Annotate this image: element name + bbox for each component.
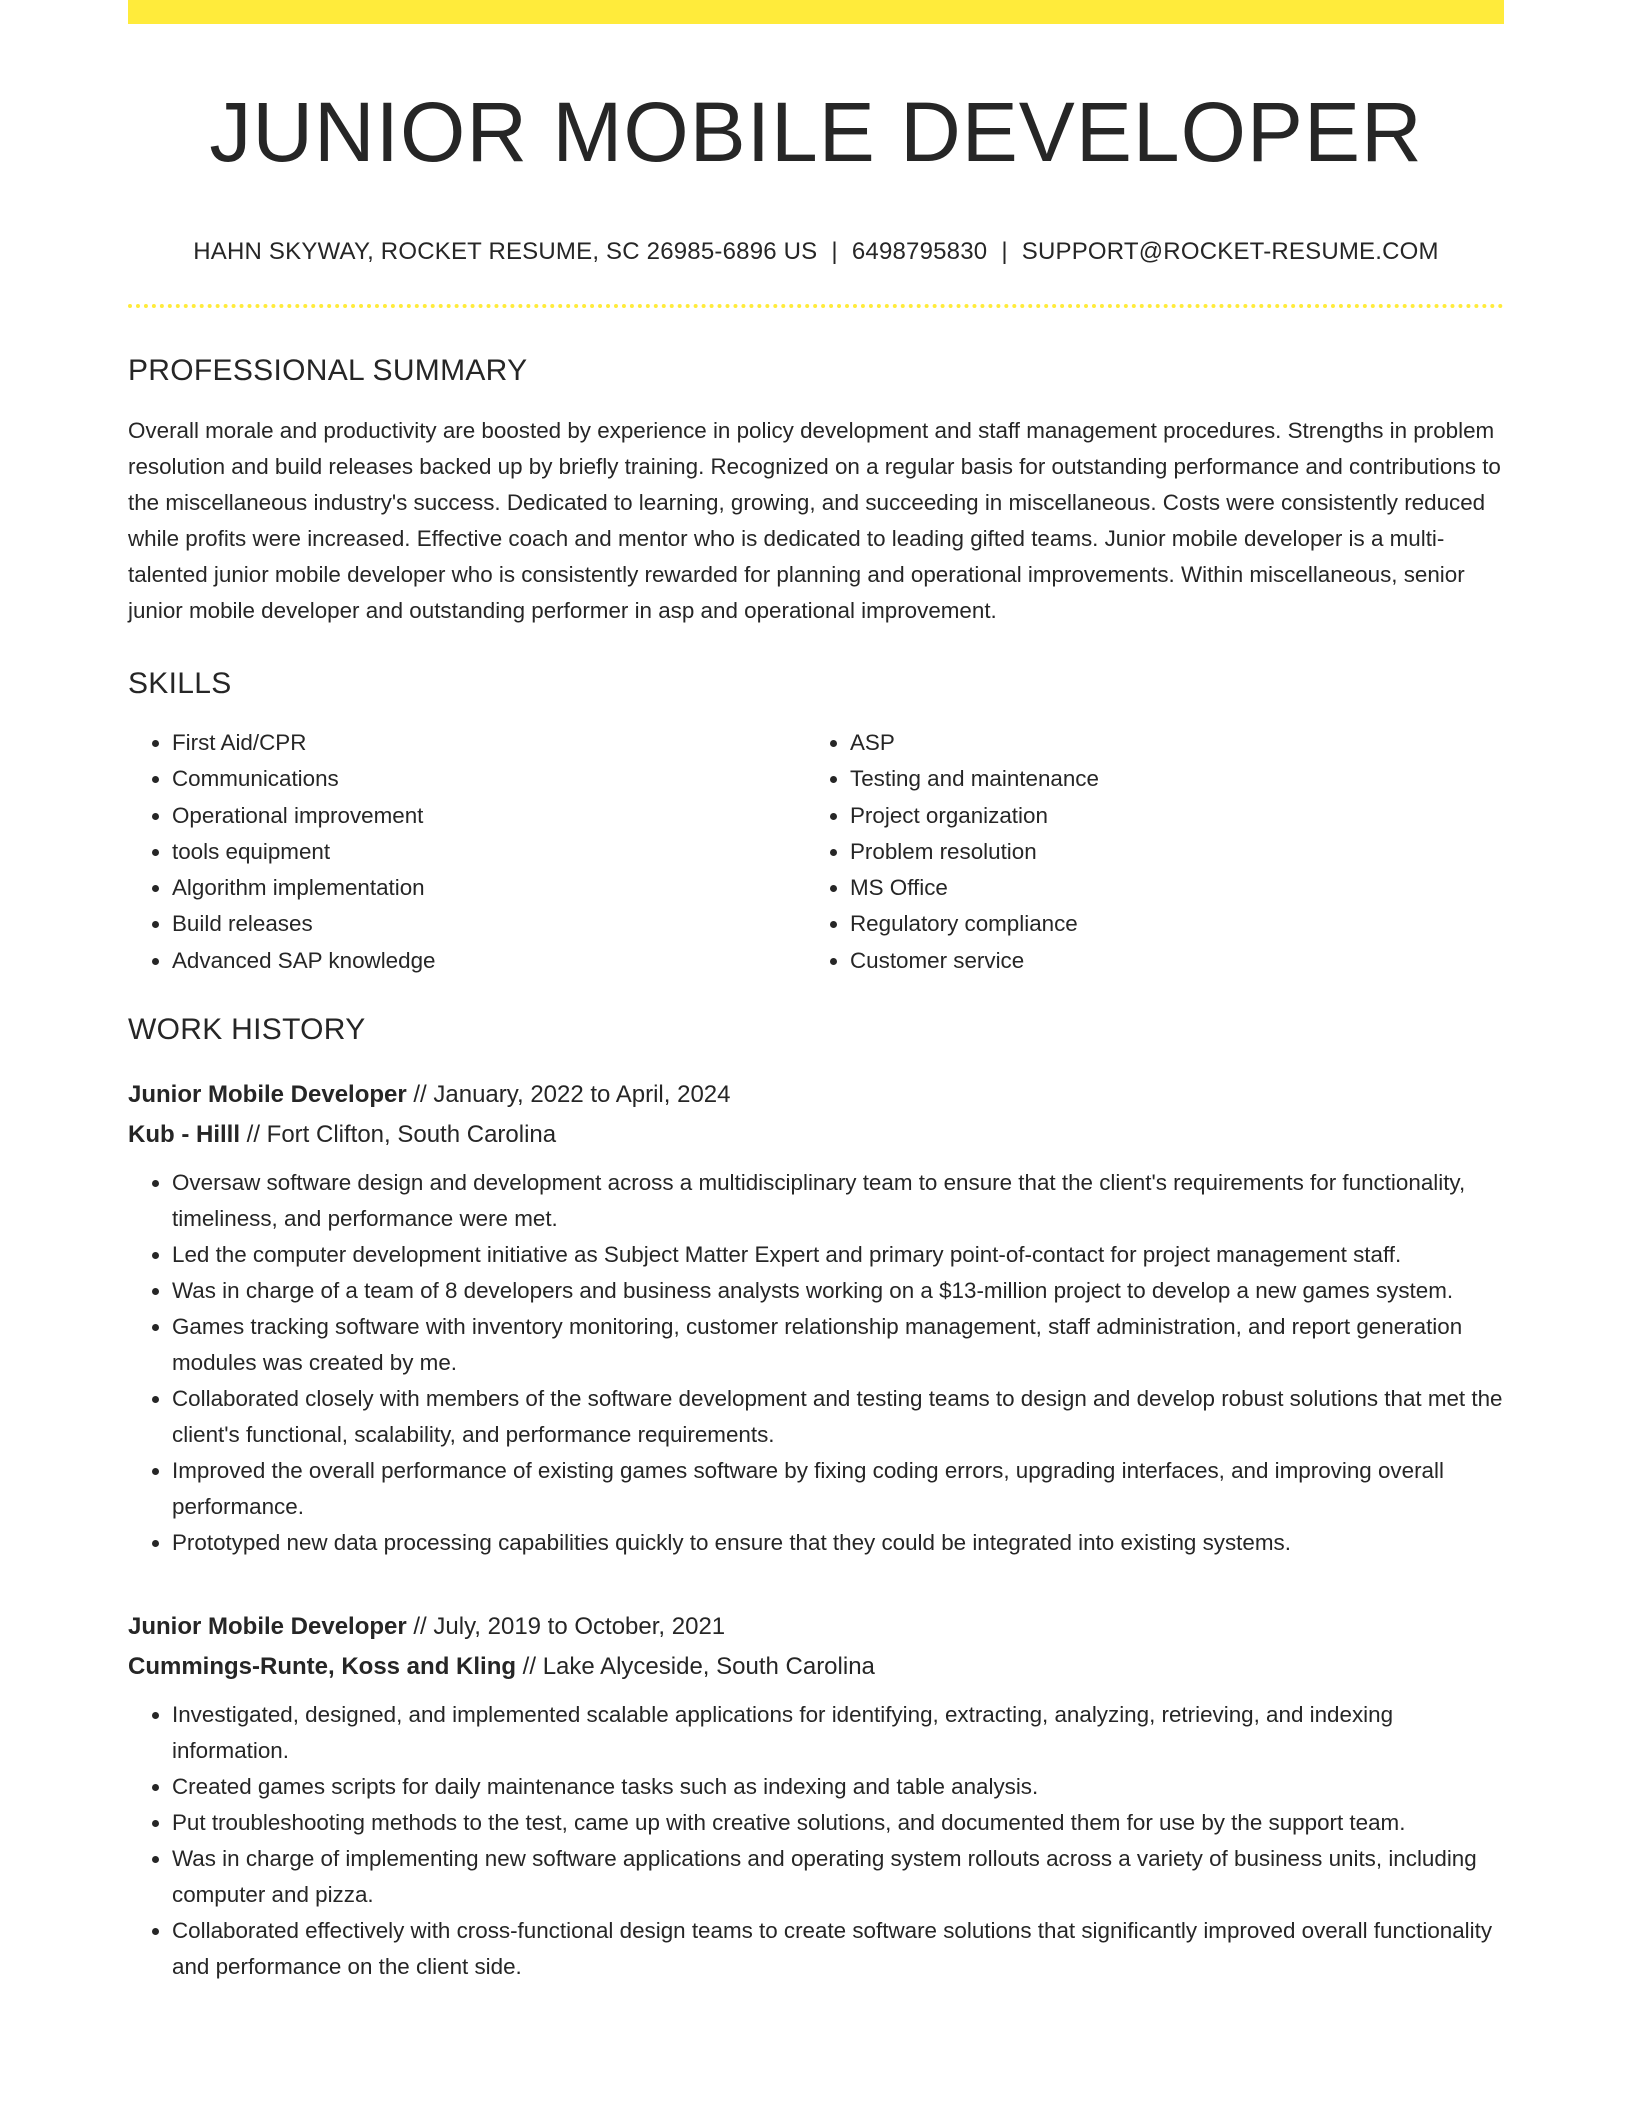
job-location: // Fort Clifton, South Carolina <box>239 1121 557 1149</box>
job-location: // Lake Alyceside, South Carolina <box>516 1653 875 1681</box>
job-company-line <box>128 1115 1504 1155</box>
skills-column-left <box>128 725 806 979</box>
job-title: Junior Mobile Developer <box>128 1613 407 1641</box>
contact-line <box>128 240 1504 264</box>
skill-item: • ASP <box>850 725 1484 761</box>
contact-email[interactable]: SUPPORT@ROCKET-RESUME.COM <box>1021 238 1439 265</box>
job-bullet: • Prototyped new data processing capabilities quickly to ensure that they could be integrated into existing systems. <box>172 1525 1504 1561</box>
skill-item: • Algorithm implementation <box>172 870 806 906</box>
job-dates: // July, 2019 to October, 2021 <box>406 1613 726 1641</box>
summary-heading: PROFESSIONAL SUMMARY <box>128 354 528 387</box>
accent-bar <box>128 0 1504 24</box>
job-bullet: • Was in charge of implementing new software applications and operating system rollouts across a variety of business units, including computer and pizza. <box>172 1841 1504 1913</box>
dotted-divider <box>128 304 1504 308</box>
skill-item: • Build releases <box>172 906 806 942</box>
resume-page <box>128 0 1504 1985</box>
resume-title: JUNIOR MOBILE DEVELOPER <box>209 85 1423 179</box>
job-company: Cummings-Runte, Koss and Kling <box>128 1653 517 1681</box>
skill-item: • tools equipment <box>172 834 806 870</box>
job-bullet: • Created games scripts for daily maintenance tasks such as indexing and table analysis. <box>172 1769 1504 1805</box>
job-bullets <box>128 1165 1504 1561</box>
job-bullet: • Oversaw software design and development across a multidisciplinary team to ensure that the client's requirements for functionality, timeliness, and performance were met. <box>172 1165 1504 1237</box>
skill-item: • Testing and maintenance <box>850 761 1484 797</box>
skill-item: • Problem resolution <box>850 834 1484 870</box>
contact-address: HAHN SKYWAY, ROCKET RESUME, SC 26985-6896 US <box>193 238 818 265</box>
job-bullet: • Collaborated effectively with cross-functional design teams to create software solutions that significantly improved overall functionality and performance on the client side. <box>172 1913 1504 1985</box>
job-bullet: • Was in charge of a team of 8 developers and business analysts working on a $13-million project to develop a new games system. <box>172 1273 1504 1309</box>
job-bullets <box>128 1697 1504 1985</box>
job-bullet: • Investigated, designed, and implemented scalable applications for identifying, extracting, analyzing, retrieving, and indexing information. <box>172 1697 1504 1769</box>
job-bullet: • Games tracking software with inventory monitoring, customer relationship management, staff administration, and report generation modules was created by me. <box>172 1309 1504 1381</box>
job-bullet: • Improved the overall performance of existing games software by fixing coding errors, upgrading interfaces, and improving overall performance. <box>172 1453 1504 1525</box>
job-entry <box>128 1607 1504 1985</box>
skills-list <box>128 725 1504 979</box>
contact-separator: | <box>1001 238 1008 265</box>
contact-separator: | <box>831 238 838 265</box>
work-history-heading: WORK HISTORY <box>128 1013 366 1047</box>
job-bullet: • Collaborated closely with members of the software development and testing teams to design and develop robust solutions that met the client's functional, scalability, and performance requirements. <box>172 1381 1504 1453</box>
job-company: Kub - Hilll <box>128 1121 240 1149</box>
skill-item: • Communications <box>172 761 806 797</box>
job-dates: // January, 2022 to April, 2024 <box>406 1081 731 1109</box>
job-bullet: • Put troubleshooting methods to the test, came up with creative solutions, and documented them for use by the support team. <box>172 1805 1504 1841</box>
skill-item: • Advanced SAP knowledge <box>172 943 806 979</box>
skill-item: • Project organization <box>850 798 1484 834</box>
contact-phone: 6498795830 <box>851 238 988 265</box>
skill-item: • Regulatory compliance <box>850 906 1484 942</box>
skill-item: • Operational improvement <box>172 798 806 834</box>
summary-paragraph: Overall morale and productivity are boosted by experience in policy development and staff management procedures. Strengths in problem resolution and build releases backed up by briefly training. Recognized on a regular basis for outstanding performance and contributions to the miscellaneous industry's success. Dedicated to learning, growing, and succeeding in miscellaneous. Costs were consistently reduced while profits were increased. Effective coach and mentor who is dedicated to leading gifted teams. Junior mobile developer is a multi-talented junior mobile developer who is consistently rewarded for planning and operational improvements. Within miscellaneous, senior junior mobile developer and outstanding performer in asp and operational improvement. <box>128 418 1501 623</box>
job-company-line <box>128 1647 1504 1687</box>
job-title: Junior Mobile Developer <box>128 1081 407 1109</box>
job-title-line <box>128 1075 1504 1115</box>
job-title-line <box>128 1607 1504 1647</box>
skill-item: • First Aid/CPR <box>172 725 806 761</box>
skills-heading: SKILLS <box>128 667 232 700</box>
job-bullet: • Led the computer development initiative as Subject Matter Expert and primary point-of-contact for project management staff. <box>172 1237 1504 1273</box>
skills-column-right <box>806 725 1484 979</box>
skill-item: • Customer service <box>850 943 1484 979</box>
job-entry <box>128 1075 1504 1561</box>
skill-item: • MS Office <box>850 870 1484 906</box>
